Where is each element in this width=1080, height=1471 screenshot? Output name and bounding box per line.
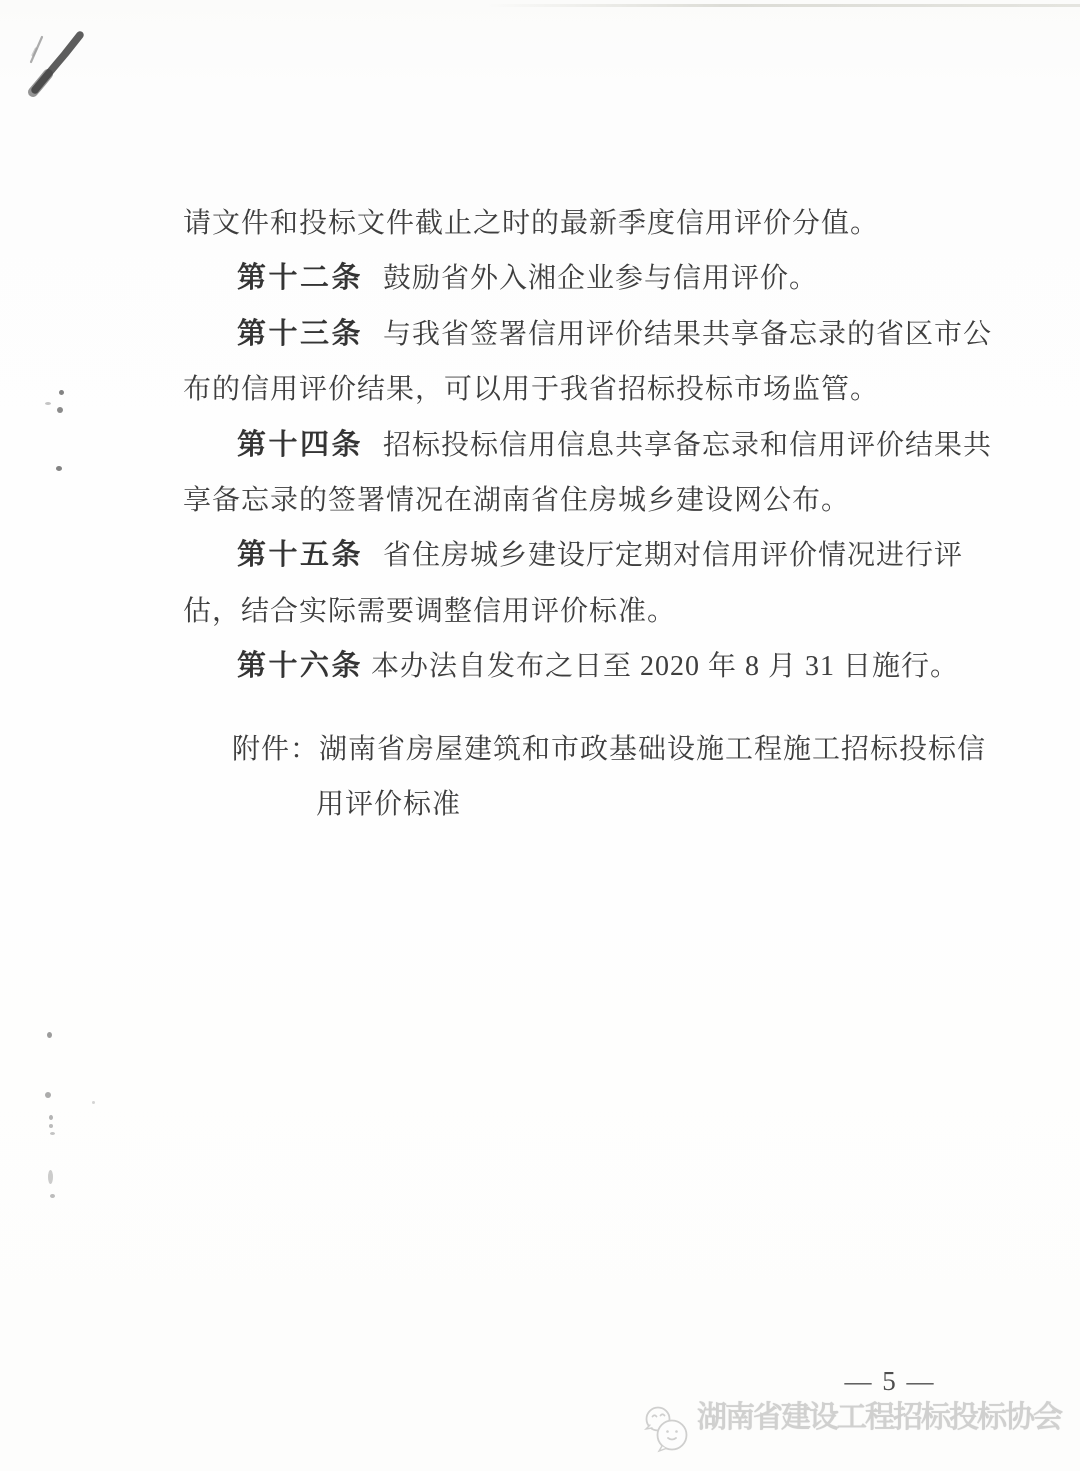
- pen-slash-mark: [20, 22, 100, 102]
- article-text: 本办法自发布之日至 2020 年 8 月 31 日施行。: [371, 651, 960, 683]
- chat-bubbles-association-logo-icon: [641, 1402, 697, 1458]
- document-text-line: [183, 251, 1043, 306]
- watermark-label: 湖南省建设工程招标投标协会: [697, 1400, 1061, 1435]
- document-text-line: [183, 418, 1043, 473]
- document-text-line: [183, 639, 1043, 694]
- document-body: [183, 196, 1043, 695]
- article-text: 与我省签署信用评价结果共享备忘录的省区市公: [383, 318, 993, 350]
- article-number: 第十六条: [237, 650, 364, 683]
- scan-speck: [50, 1132, 55, 1135]
- attachment-line: 附件：湖南省房屋建筑和市政基础设施工程施工招标投标信: [232, 734, 987, 765]
- article-text: 招标投标信用信息共享备忘录和信用评价结果共: [383, 429, 993, 461]
- scan-speck: [56, 466, 62, 471]
- article-text: 请文件和投标文件截止之时的最新季度信用评价分值。: [183, 208, 880, 239]
- document-text-line: [183, 528, 1043, 583]
- scan-speck: [50, 1194, 55, 1198]
- scan-speck: [47, 1032, 52, 1038]
- scan-speck: [48, 1170, 53, 1184]
- document-text-line: [183, 473, 1043, 528]
- article-text: 省住房城乡建设厅定期对信用评价情况进行评: [383, 540, 964, 572]
- article-number: 第十三条: [237, 317, 364, 350]
- scan-speck: [59, 390, 64, 395]
- scan-edge-artifact-soft: [486, 4, 1080, 7]
- page-number: — 5 —: [844, 1366, 936, 1396]
- attachment-note: [183, 722, 1043, 833]
- scan-speck: [57, 407, 63, 413]
- association-watermark: [641, 1398, 1061, 1458]
- article-number: 第十四条: [237, 428, 364, 461]
- article-text: 鼓励省外入湘企业参与信用评价。: [383, 263, 819, 295]
- article-number: 第十五条: [237, 539, 364, 572]
- scan-speck: [49, 1115, 53, 1120]
- article-text: 布的信用评价结果，可以用于我省招标投标市场监管。: [183, 374, 880, 406]
- scan-speck: [45, 1092, 51, 1098]
- document-text-line: [183, 307, 1043, 362]
- article-text: 估，结合实际需要调整信用评价标准。: [183, 595, 677, 627]
- document-text-line: [183, 584, 1043, 639]
- document-text-line: [183, 196, 1043, 251]
- scan-speck: [45, 402, 51, 405]
- scan-speck: [49, 1124, 53, 1128]
- document-text-line: [183, 362, 1043, 417]
- attachment-line: 用评价标准: [316, 789, 462, 821]
- article-text: 享备忘录的签署情况在湖南省住房城乡建设网公布。: [183, 484, 851, 516]
- article-number: 第十二条: [237, 262, 364, 295]
- scan-speck: [92, 1101, 95, 1104]
